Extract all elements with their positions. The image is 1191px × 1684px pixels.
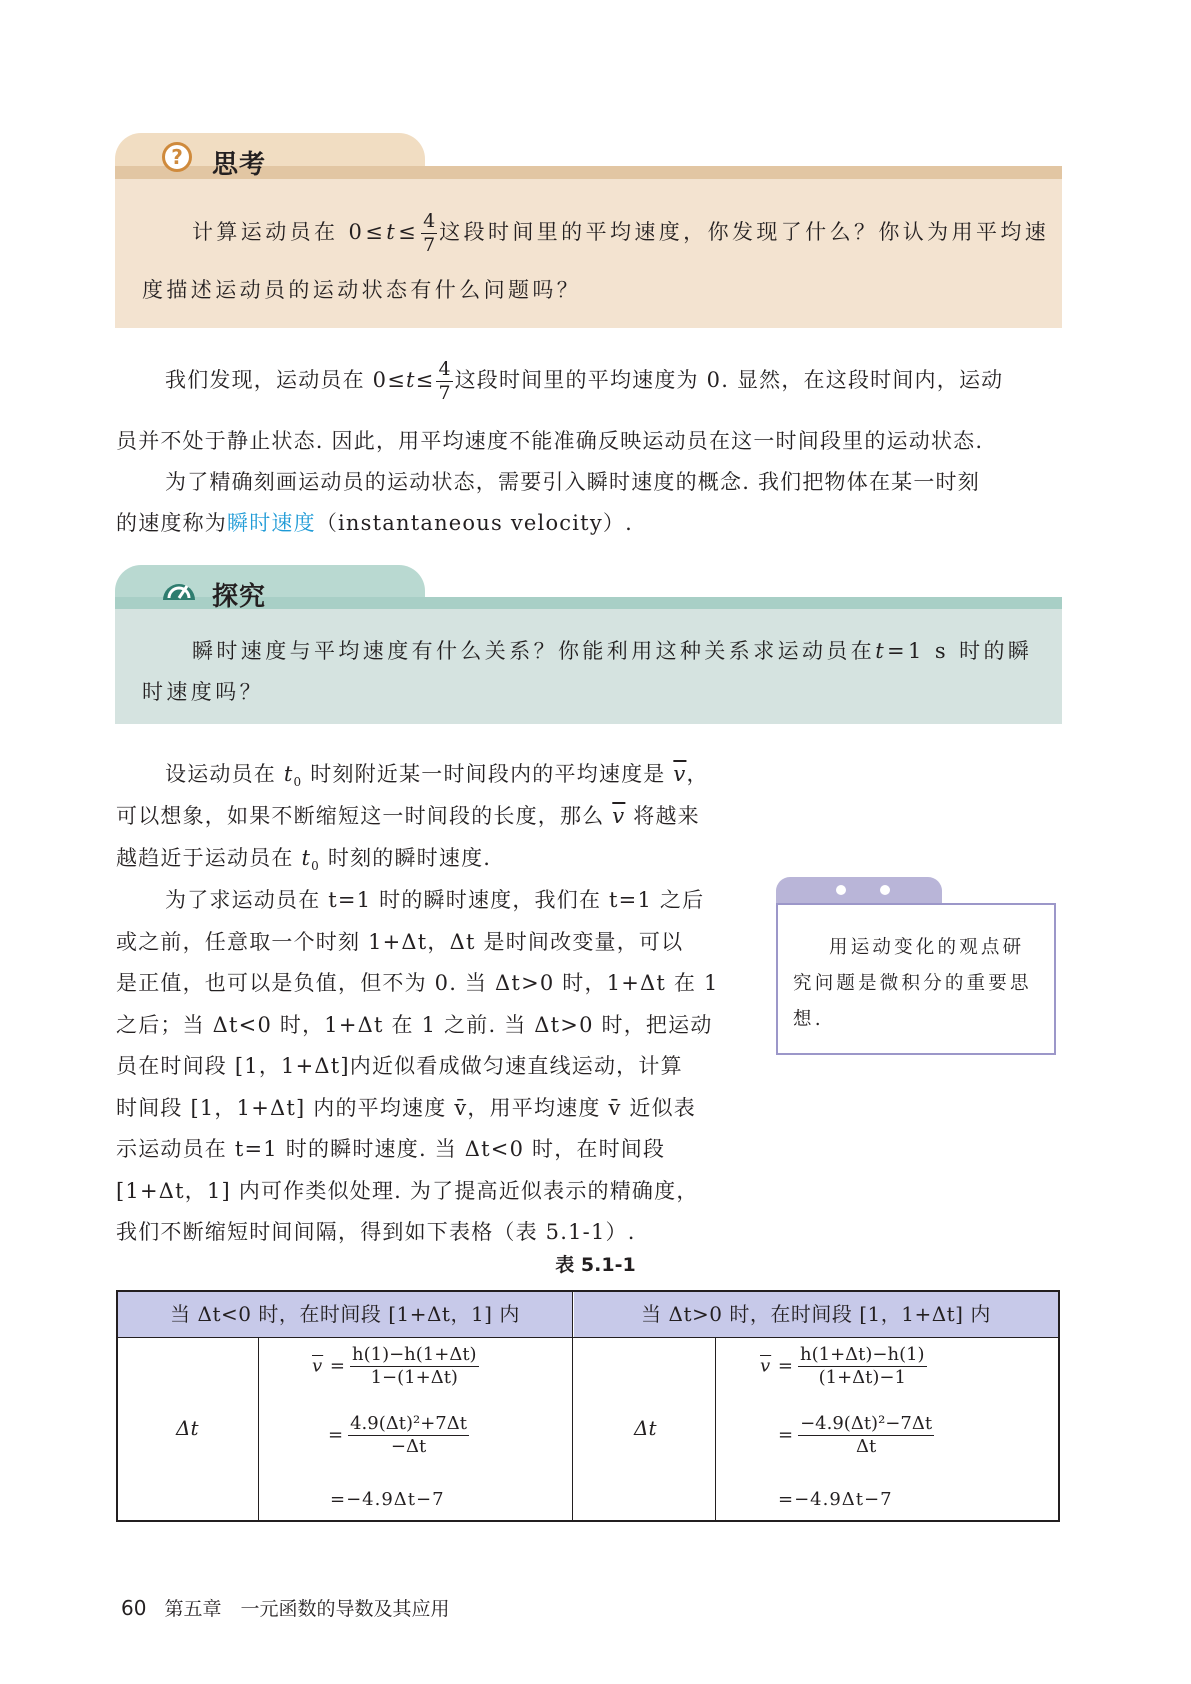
para4-line-9: 我们不断缩短时间间隔，得到如下表格（表 5.1-1）. [116,1220,636,1244]
question-icon: ? [162,142,192,172]
note-dot [880,885,890,895]
explore-icon [160,574,198,604]
para1-line-1: 我们发现，运动员在 0≤t≤ $\frac{4}{7}$ 这段时间里的平均速度为 0. 显然，在这段时间内，运动 [165,358,1004,404]
formula-result: =−4.9Δt−7 [330,1489,445,1510]
chapter-title: 第五章 一元函数的导数及其应用 [164,1598,450,1620]
para4-line-4: 之后；当 Δt<0 时，1+Δt 在 1 之前. 当 Δt>0 时，把运动 [116,1013,713,1037]
note-tab [776,877,942,903]
fraction: $\frac{4}{7}$ [423,210,436,256]
explore-title: 探究 [212,582,267,612]
table-caption: 表 5.1-1 [555,1254,636,1276]
para1-line-2: 员并不处于静止状态. 因此，用平均速度不能准确反映运动员在这一时间段里的运动状态. [116,429,984,453]
note-dot [836,885,846,895]
explore-box [115,609,1062,724]
formula-step: = $\frac{\text{−4.9(Δt)²−7Δt}}{\Delta t}$ [778,1413,933,1457]
key-term: 瞬时速度 [227,511,316,535]
para4-line-2: 或之前，任意取一个时刻 1+Δt，Δt 是时间改变量，可以 [116,930,684,954]
para4-line-1: 为了求运动员在 t=1 时的瞬时速度，我们在 t=1 之后 [165,888,705,912]
para3-line-1: 设运动员在 $t_0$ 时刻附近某一时间段内的平均速度是 $\overline{v}$， [165,762,709,790]
think-title: 思考 [212,150,267,180]
think-line-1: 计算运动员在 0≤t≤ $\frac{4}{7}$ 这段时间里的平均速度，你发现了什么？你认为用平均速 [192,210,1050,256]
para4-line-3: 是正值，也可以是负值，但不为 0. 当 Δt>0 时，1+Δt 在 1 [116,971,719,995]
table-header-right: 当 Δt>0 时，在时间段 [1，1+Δt] 内 [574,1292,1058,1337]
table-divider [572,1290,573,1522]
para4-line-5: 员在时间段 [1，1+Δt]内近似看成做匀速直线运动，计算 [116,1054,683,1078]
fraction: $\frac{4}{7}$ [438,358,451,404]
formula-step: = $\frac{\text{4.9(Δt)²+7Δt}}{-\Delta t}$ [328,1413,467,1457]
explore-line-1: 瞬时速度与平均速度有什么关系？你能利用这种关系求运动员在t=1 s 时的瞬 [192,639,1033,663]
formula-avg-velocity: $\overline{v}$ = $\frac{h(1)-h(1+\Delta t)}{1-(1+\Delta t)}$ [312,1344,477,1388]
para4-line-8: [1+Δt，1] 内可作类似处理. 为了提高近似表示的精确度， [116,1179,699,1203]
explore-line-2: 时速度吗？ [142,680,264,704]
margin-note-text: 用运动变化的观点研究问题是微积分的重要思想. [793,937,1032,1030]
table-header-left: 当 Δt<0 时，在时间段 [1+Δt，1] 内 [118,1292,572,1337]
para4-line-7: 示运动员在 t=1 时的瞬时速度. 当 Δt<0 时，在时间段 [116,1137,666,1161]
para2-line-2: 的速度称为瞬时速度（instantaneous velocity）. [116,511,633,535]
page-number: 60 [121,1596,147,1620]
table-divider [715,1337,716,1522]
table-divider [258,1337,259,1522]
para3-line-3: 越趋近于运动员在 $t_0$ 时刻的瞬时速度. [116,846,492,874]
formula-result: =−4.9Δt−7 [778,1489,893,1510]
para2-line-1: 为了精确刻画运动员的运动状态，需要引入瞬时速度的概念. 我们把物体在某一时刻 [165,470,980,494]
table-cell-dt: Δt [176,1416,199,1440]
think-line-2: 度描述运动员的运动状态有什么问题吗？ [142,278,582,302]
page-footer [121,1594,449,1621]
para3-line-2: 可以想象，如果不断缩短这一时间段的长度，那么 $\overline{v}$ 将越来 [116,804,700,828]
formula-avg-velocity: $\overline{v}$ = $\frac{h(1+\Delta t)-h(1)}{(1+\Delta t)-1}$ [760,1344,925,1388]
para4-line-6: 时间段 [1，1+Δt] 内的平均速度 v̄，用平均速度 v̄ 近似表 [116,1096,697,1120]
table-cell-dt: Δt [634,1416,657,1440]
